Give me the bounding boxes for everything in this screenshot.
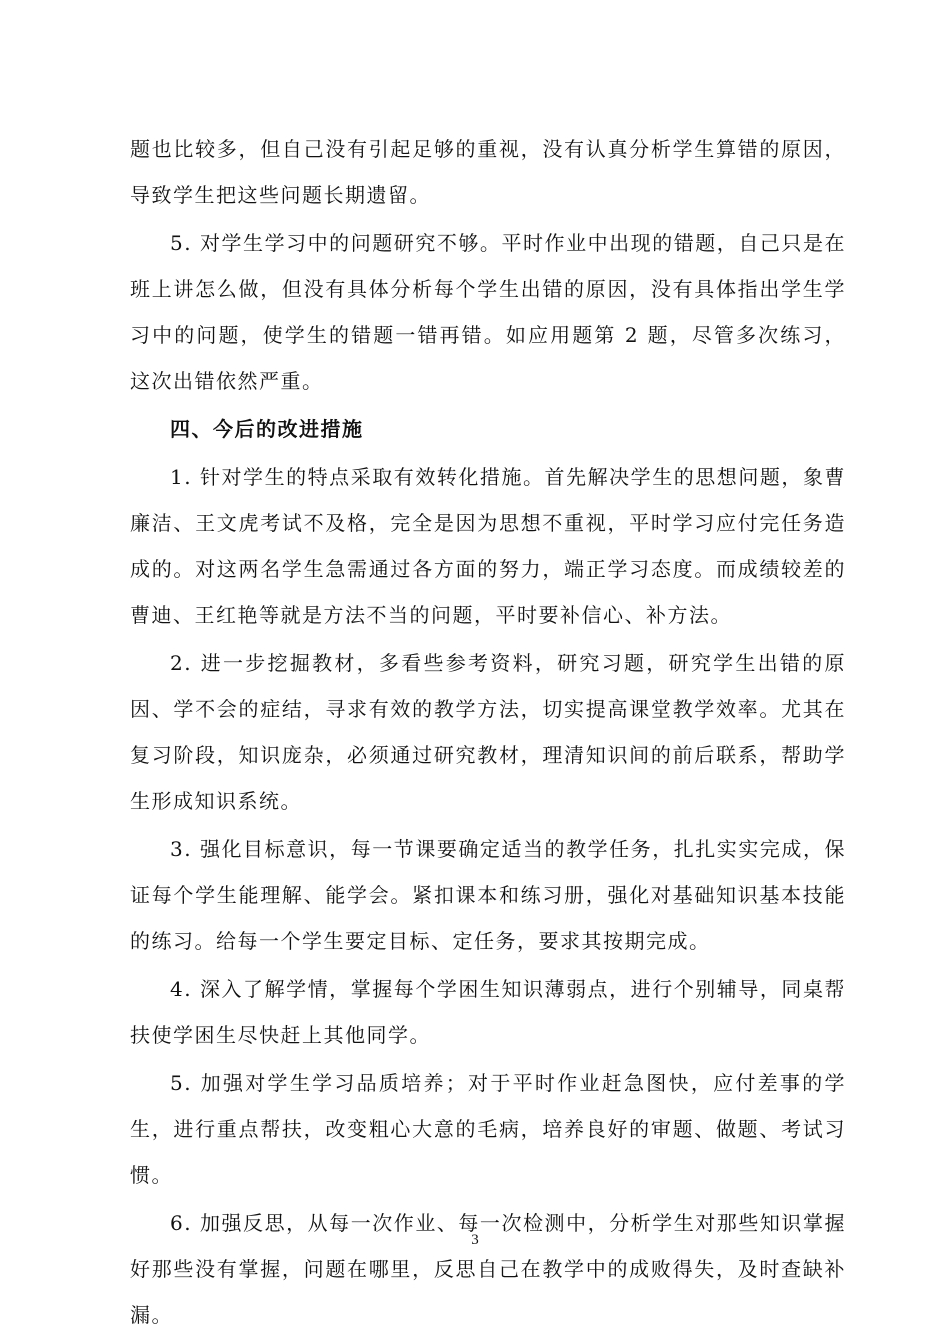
document-body bbox=[130, 126, 846, 1340]
section-heading-improvement-measures: 四、今后的改进措施 bbox=[170, 417, 364, 441]
paragraph-measure-1: 1. 针对学生的特点采取有效转化措施。首先解决学生的思想问题，象曹廉洁、王文虎考试不及格，完全是因为思想不重视，平时学习应付完任务造成的。对这两名学生急需通过各方面的努力，端正学习态度。而成绩较差的曹迪、王红艳等就是方法不当的问题，平时要补信心、补方法。 bbox=[130, 465, 846, 627]
page-number: 3 bbox=[471, 1232, 479, 1248]
paragraph-measure-2: 2. 进一步挖掘教材，多看些参考资料，研究习题，研究学生出错的原因、学不会的症结，寻求有效的教学方法，切实提高课堂教学效率。尤其在复习阶段，知识庞杂，必须通过研究教材，理清知识间的前后联系，帮助学生形成知识系统。 bbox=[130, 651, 846, 813]
paragraph-measure-6: 6. 加强反思，从每一次作业、每一次检测中，分析学生对那些知识掌握好那些没有掌握，问题在哪里，反思自己在教学中的成败得失，及时查缺补漏。 bbox=[130, 1211, 846, 1327]
paragraph-measure-4: 4. 深入了解学情，掌握每个学困生知识薄弱点，进行个别辅导，同桌帮扶使学困生尽快赶上其他同学。 bbox=[130, 977, 846, 1047]
paragraph-measure-5: 5. 加强对学生学习品质培养；对于平时作业赶急图快，应付差事的学生，进行重点帮扶，改变粗心大意的毛病，培养良好的审题、做题、考试习惯。 bbox=[130, 1071, 846, 1187]
paragraph-continuation: 题也比较多，但自己没有引起足够的重视，没有认真分析学生算错的原因，导致学生把这些问题长期遗留。 bbox=[130, 137, 846, 207]
paragraph-measure-3: 3. 强化目标意识，每一节课要确定适当的教学任务，扎扎实实完成，保证每个学生能理解、能学会。紧扣课本和练习册，强化对基础知识基本技能的练习。给每一个学生要定目标、定任务，要求其按期完成。 bbox=[130, 837, 846, 953]
paragraph-item-5-problem-research: 5. 对学生学习中的问题研究不够。平时作业中出现的错题，自己只是在班上讲怎么做，但没有具体分析每个学生出错的原因，没有具体指出学生学习中的问题，使学生的错题一错再错。如应用题第 2 题，尽管多次练习，这次出错依然严重。 bbox=[130, 231, 846, 393]
